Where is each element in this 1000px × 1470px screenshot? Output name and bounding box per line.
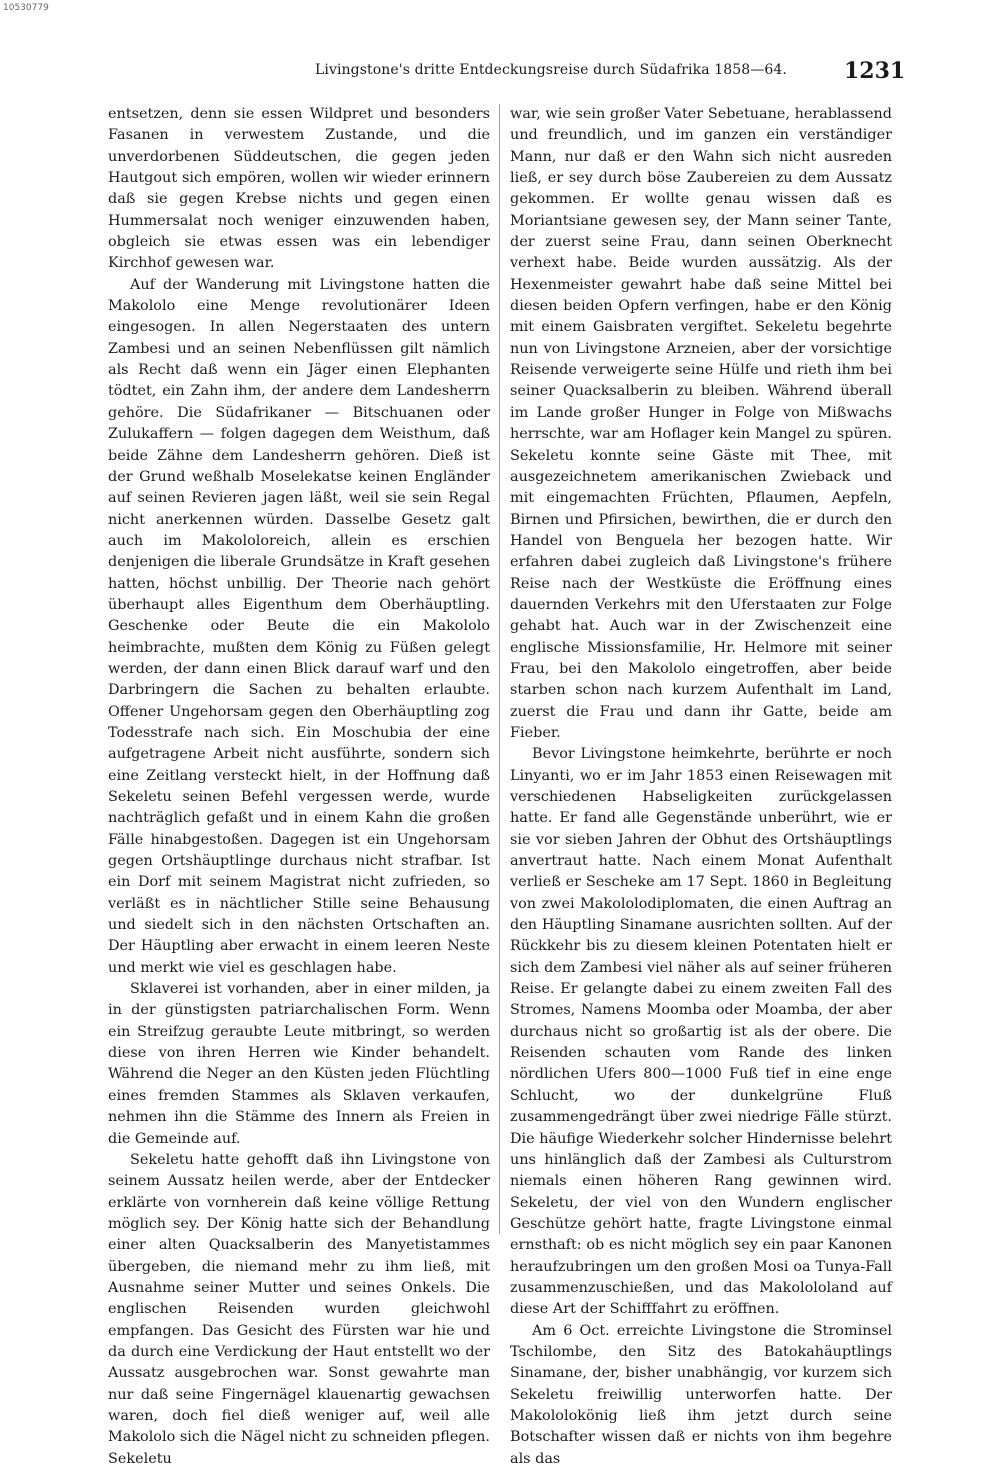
page-number: 1231 <box>844 58 906 84</box>
paragraph: entsetzen, denn sie essen Wildpret und besonders Fasanen in verwestem Zustande, und die unverdorbenen Süddeutschen, die gegen jeden Hautgout sich empören, wollen wir wieder erinnern daß sie gegen Krebse nichts und gegen einen Hummersalat noch weniger einzuwenden haben, obgleich sie etwas essen was ein lebendiger Kirchhof gewesen war. <box>108 106 490 272</box>
paragraph: Sekeletu hatte gehofft daß ihn Livingstone von seinem Aussatz heilen werde, aber der Entdecker erklärte von vornherein daß keine völlige Rettung möglich sey. Der König hatte sich der Behandlung einer alten Quacksalberin des Manyetistammes übergeben, die niemand mehr zu ihm ließ, mit Ausnahme seiner Mutter und seines Onkels. Die englischen Reisenden wurden gleichwohl empfangen. Das Gesicht des Fürsten war hie und da durch eine Verdickung der Haut entstellt wo der Aussatz ausgebrochen war. Sonst gewahrte man nur daß seine Fingernägel klauenartig gewachsen waren, doch fiel dieß weniger auf, weil alle Makololo sich die Nägel nicht zu schneiden pflegen. Sekeletu <box>108 1151 490 1467</box>
column-divider <box>499 104 500 1234</box>
paragraph: Am 6 Oct. erreichte Livingstone die Strominsel Tschilombe, den Sitz des Batokahäuptlings Sinamane, der, bisher unabhängig, vor kurzem sich Sekeletu freiwillig unterworfen hatte. Der Makololokönig ließ ihm jetzt durch seine Botschafter wissen daß er nichts von ihm begehre als das <box>510 1322 892 1467</box>
paragraph: Auf der Wanderung mit Livingstone hatten die Makololo eine Menge revolutionärer Ideen eingesogen. In allen Negerstaaten des untern Zambesi und an seinen Nebenflüssen gilt nämlich als Recht daß wenn ein Jäger einen Elephanten tödtet, ein Zahn ihm, der andere dem Landesherrn gehöre. Die Südafrikaner — Bitschuanen oder Zulukaffern — folgen dagegen dem Weisthum, daß beide Zähne dem Landesherrn gehören. Dieß ist der Grund weßhalb Moselekatse keinen Engländer auf seinen Revieren jagen läßt, weil sie sein Regal nicht anerkennen würden. Dasselbe Gesetz galt auch im Makololoreich, allein es erschien denjenigen die liberale Grundsätze in Kraft gesehen hatten, höchst unbillig. Der Theorie nach gehört überhaupt alles Eigenthum dem Oberhäuptling. Geschenke oder Beute die ein Makololo heimbrachte, mußten dem König zu Füßen gelegt werden, der dann einen Blick darauf warf und den Darbringern die Sachen zu behalten erlaubte. Offener Ungehorsam gegen den Oberhäuptling zog Todesstrafe nach sich. Ein Moschubia der eine aufgetragene Arbeit nicht ausführte, sondern sich eine Zeitlang versteckt hielt, in der Hoffnung daß Sekeletu seinen Befehl vergessen werde, wurde nachträglich gefaßt und in einem Kahn die großen Fälle hinabgestoßen. Dagegen ist ein Ungehorsam gegen Ortshäuptlinge durchaus nicht strafbar. Ist ein Dorf mit seinem Magistrat nicht zufrieden, so verläßt es in nächtlicher Stille seine Behausung und siedelt sich in den nächsten Ortschaften an. Der Häuptling aber erwacht in einem leeren Neste und merkt wie viel es geschlagen habe. <box>108 276 490 976</box>
right-column <box>510 104 892 1470</box>
paragraph: war, wie sein großer Vater Sebetuane, herablassend und freundlich, und im ganzen ein verständiger Mann, nur daß er den Wahn sich nicht ausreden ließ, er sey durch böse Zaubereien zu dem Aussatz gekommen. Er wollte genau wissen daß es Moriantsiane gewesen sey, der Mann seiner Tante, der zuerst seine Frau, dann seinen Oberknecht verhext habe. Beide wurden aussätzig. Als der Hexenmeister gewahrt habe daß seine Mittel bei diesen beiden Opfern verfingen, habe er den König mit einem Gaisbraten vergiftet. Sekeletu begehrte nun von Livingstone Arzneien, aber der vorsichtige Reisende verweigerte seine Hülfe und rieth ihm bei seiner Quacksalberin zu bleiben. Während überall im Lande großer Hunger in Folge von Mißwachs herrschte, war am Hoflager kein Mangel zu spüren. Sekeletu konnte seine Gäste mit Thee, mit ausgezeichnetem amerikanischen Zwieback und mit eingemachten Früchten, Pflaumen, Aepfeln, Birnen und Pfirsichen, bewirthen, die er durch den Handel von Benguela her bezogen hatte. Wir erfahren dabei zugleich daß Livingstone's frühere Reise nach der Westküste die Eröffnung eines dauernden Verkehrs mit den Uferstaaten zur Folge gehabt hat. Auch war in der Zwischenzeit eine englische Missionsfamilie, Hr. Helmore mit seiner Frau, bei den Makololo eingetroffen, aber beide starben schon nach kurzem Aufenthalt im Land, zuerst die Frau und dann ihr Gatte, beide am Fieber. <box>510 106 892 741</box>
running-head: Livingstone's dritte Entdeckungsreise durch Südafrika 1858—64. <box>315 62 787 78</box>
left-column <box>108 104 490 1470</box>
scan-id-label: 10530779 <box>3 3 49 13</box>
paragraph: Bevor Livingstone heimkehrte, berührte er noch Linyanti, wo er im Jahr 1853 einen Reisewagen mit verschiedenen Habseligkeiten zurückgelassen hatte. Er fand alle Gegenstände unberührt, wie er sie vor sieben Jahren der Obhut des Ortshäuptlings anvertraut hatte. Nach einem Monat Aufenthalt verließ er Sescheke am 17 Sept. 1860 in Begleitung von zwei Makololodiplomaten, die einen Auftrag an den Häuptling Sinamane ausrichten sollten. Auf der Rückkehr bis zu diesem kleinen Potentaten hielt er sich dem Zambesi viel näher als auf seiner früheren Reise. Er gelangte dabei zu einem zweiten Fall des Stromes, Namens Moomba oder Moamba, der aber durchaus nicht so großartig ist als der obere. Die Reisenden schauten vom Rande des linken nördlichen Ufers 800—1000 Fuß tief in eine enge Schlucht, wo der dunkelgrüne Fluß zusammengedrängt über zwei niedrige Fälle stürzt. Die häufige Wiederkehr solcher Hindernisse belehrt uns hinlänglich daß der Zambesi als Culturstrom niemals einen höheren Rang gewinnen wird. Sekeletu, der viel von den Wundern englischer Geschütze gehört hatte, fragte Livingstone einmal ernsthaft: ob es nicht möglich sey ein paar Kanonen heraufzubringen um den großen Mosi oa Tunya-Fall zusammenzuschießen, und das Makolololand auf diese Art der Schifffahrt zu eröffnen. <box>510 746 892 1318</box>
paragraph: Sklaverei ist vorhanden, aber in einer milden, ja in der günstigsten patriarchalischen Form. Wenn ein Streifzug geraubte Leute mitbringt, so werden diese von ihren Herren wie Kinder behandelt. Während die Neger an den Küsten jeden Flüchtling eines fremden Stammes als Sklaven verkaufen, nehmen ihn die Stämme des Innern als Freien in die Gemeinde auf. <box>108 981 490 1147</box>
